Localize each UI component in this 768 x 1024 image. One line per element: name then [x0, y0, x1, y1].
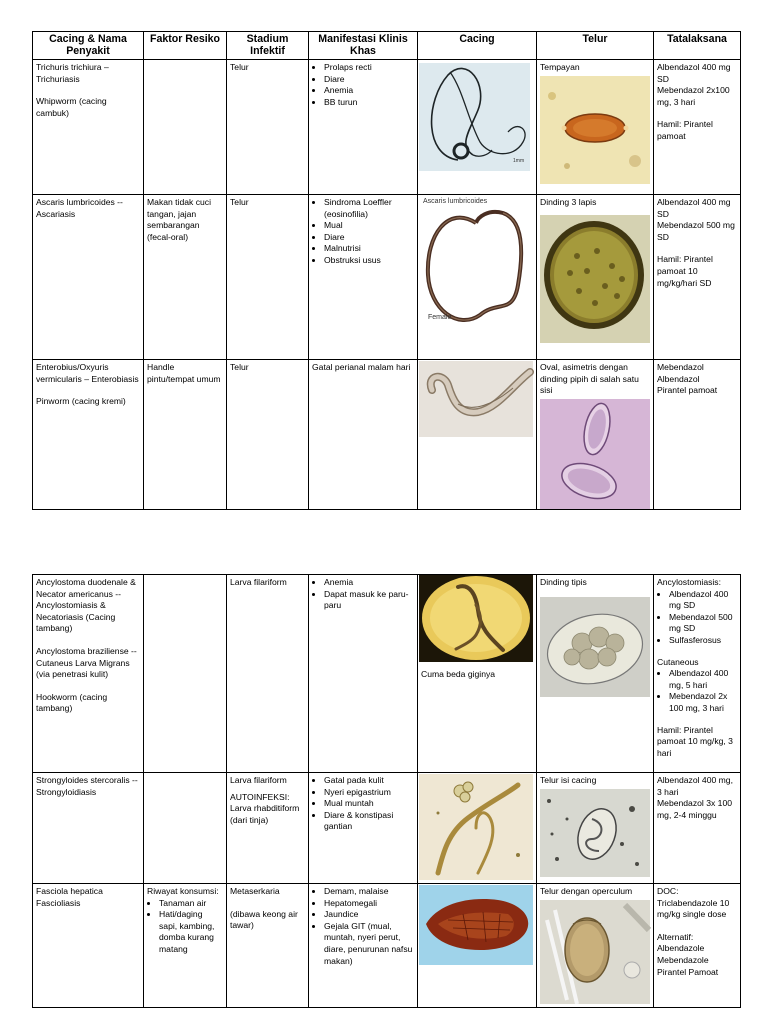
egg-cell	[537, 575, 654, 773]
risk-heading: Riwayat konsumsi:	[147, 886, 219, 896]
clinical-item: • Diare & konstipasi gantian	[324, 810, 414, 833]
stage-text: Larva filariform	[230, 577, 287, 587]
risk-text: Handle pintu/tempat umum	[147, 362, 221, 384]
treatment-line: DOC: Triclabendazole 10 mg/kg single dose	[657, 886, 730, 920]
table-row	[33, 195, 741, 360]
stage-cell	[227, 773, 309, 884]
worm-caption: Cuma beda giginya	[421, 669, 496, 679]
worm-image-cell	[418, 195, 537, 360]
treatment-line: Albendazol 400 mg, 3 hari	[657, 775, 733, 797]
disease-common-name: Pinworm (cacing kremi)	[36, 396, 126, 407]
treatment-item: • Mebendazol 500 mg SD	[669, 612, 737, 635]
helminth-table-1	[32, 31, 741, 510]
worm-caption: Ascaris lumbricoides	[423, 198, 488, 205]
col-header-manifestasi: Manifestasi Klinis Khas	[309, 32, 418, 60]
disease-name: Ascaris lumbricoides -- Ascariasis	[36, 197, 123, 219]
egg-cell	[537, 773, 654, 884]
treatment-line: Albendazol 400 mg SD	[657, 62, 731, 84]
hookworm-egg-image	[537, 591, 654, 701]
clinical-item: • Prolaps recti	[324, 62, 414, 74]
fasciola-image	[418, 884, 536, 966]
treatment-line: Mebendazol 2x100 mg, 3 hari	[657, 85, 730, 107]
treatment-line: Hamil: Pirantel pamoat	[657, 119, 713, 141]
stage-cell	[227, 575, 309, 773]
disease-name-cell	[33, 195, 144, 360]
treatment-line: Mebendazol 500 mg SD	[657, 220, 735, 242]
egg-description: Tempayan	[540, 62, 580, 72]
clinical-cell	[309, 195, 418, 360]
clinical-cell	[309, 360, 418, 510]
egg-description: Oval, asimetris dengan dinding pipih di salah satu sisi	[540, 362, 639, 396]
egg-cell	[537, 884, 654, 1008]
risk-cell	[144, 60, 227, 195]
treatment-cell	[654, 884, 741, 1008]
risk-cell	[144, 360, 227, 510]
worm-image-cell	[418, 60, 537, 195]
clinical-item: • Sindroma Loeffler (eosinofilia)	[324, 197, 414, 220]
disease-name: Fasciola hepatica Fascioliasis	[36, 886, 103, 908]
clinical-text: Gatal perianal malam hari	[312, 362, 411, 372]
stage-text: Telur	[230, 62, 249, 72]
table-row	[33, 360, 741, 510]
egg-description: Dinding 3 lapis	[540, 197, 597, 207]
col-header-tatalaksana: Tatalaksana	[654, 32, 741, 60]
treatment-item: • Mebendazol 2x 100 mg, 3 hari	[669, 691, 737, 714]
whipworm-image	[418, 60, 536, 172]
egg-description: Dinding tipis	[540, 577, 587, 587]
disease-name-cell	[33, 60, 144, 195]
disease-name: Ancylostoma braziliense -- Cutaneus Larva Migrans (via penetrasi kulit)	[36, 645, 137, 680]
clinical-item: • Demam, malaise	[324, 886, 414, 898]
clinical-item: • Diare	[324, 74, 414, 86]
disease-common-name: Hookworm (cacing tambang)	[36, 691, 108, 714]
disease-name-cell	[33, 360, 144, 510]
clinical-item: • Obstruksi usus	[324, 255, 414, 267]
treatment-item: • Albendazol 400 mg SD	[669, 589, 737, 612]
disease-name: Strongyloides stercoralis -- Strongyloidiasis	[36, 775, 138, 797]
table-row	[33, 884, 741, 1008]
clinical-item: • BB turun	[324, 97, 414, 109]
treatment-item: • Sulfasferosus	[669, 635, 737, 647]
clinical-item: • Nyeri epigastrium	[324, 787, 414, 799]
risk-cell	[144, 195, 227, 360]
disease-name: Ancylostoma duodenale & Necator americanus -- Ancylostomiasis & Necatoriasis (Cacing tambang)	[36, 577, 136, 634]
worm-image-cell	[418, 360, 537, 510]
treatment-cell	[654, 60, 741, 195]
table-row	[33, 773, 741, 884]
stage-text: AUTOINFEKSI: Larva rhabditiform (dari tinja)	[230, 791, 300, 825]
risk-text: Makan tidak cuci tangan, jajan sembarangan (fecal-oral)	[147, 197, 212, 242]
risk-item: • Tanaman air	[159, 898, 223, 910]
stage-cell	[227, 195, 309, 360]
clinical-item: • Anemia	[324, 577, 414, 589]
clinical-item: • Anemia	[324, 85, 414, 97]
treatment-line: Pirantel pamoat	[657, 385, 718, 396]
clinical-item: • Gatal pada kulit	[324, 775, 414, 787]
stage-text: Larva filariform	[230, 775, 287, 785]
treatment-line: Albendazol 400 mg SD	[657, 197, 731, 219]
strongyloides-image	[418, 773, 536, 881]
treatment-line: Mebendazol	[657, 362, 704, 372]
stage-text: (dibawa keong air tawar)	[230, 908, 298, 931]
scale-label: 1mm	[513, 158, 525, 164]
col-header-cacing-nama: Cacing & Nama Penyakit	[33, 32, 144, 60]
treatment-cell	[654, 360, 741, 510]
stage-text: Metaserkaria	[230, 886, 280, 896]
disease-name-cell	[33, 884, 144, 1008]
ascaris-image	[418, 195, 536, 335]
clinical-cell	[309, 575, 418, 773]
treatment-cell	[654, 773, 741, 884]
clinical-item: • Mual	[324, 220, 414, 232]
risk-cell	[144, 773, 227, 884]
table-row	[33, 60, 741, 195]
treatment-line: Hamil: Pirantel pamoat 10 mg/kg/hari SD	[657, 254, 713, 288]
egg-description: Telur isi cacing	[540, 775, 597, 785]
clinical-item: • Jaundice	[324, 909, 414, 921]
pinworm-image	[418, 360, 536, 440]
clinical-cell	[309, 884, 418, 1008]
col-header-stadium: Stadium Infektif	[227, 32, 309, 60]
disease-name: Enterobius/Oxyuris vermicularis – Enterobiasis	[36, 362, 139, 384]
disease-name: Trichuris trichiura – Trichuriasis	[36, 62, 109, 84]
risk-cell	[144, 575, 227, 773]
worm-caption-female: Female	[428, 314, 452, 321]
egg-cell	[537, 60, 654, 195]
stage-text: Telur	[230, 362, 249, 372]
risk-cell	[144, 884, 227, 1008]
treatment-cell	[654, 575, 741, 773]
strongyloides-egg-image	[537, 789, 654, 879]
egg-cell	[537, 195, 654, 360]
col-header-cacing: Cacing	[418, 32, 537, 60]
col-header-faktor: Faktor Resiko	[144, 32, 227, 60]
clinical-cell	[309, 60, 418, 195]
disease-name-cell	[33, 773, 144, 884]
table-header-row	[33, 32, 741, 60]
clinical-item: • Mual muntah	[324, 798, 414, 810]
treatment-line: Alternatif: Albendazole Mebendazole Pirantel Pamoat	[657, 931, 719, 977]
hookworm-image	[418, 575, 536, 663]
fasciola-egg-image	[537, 900, 654, 1004]
stage-cell	[227, 60, 309, 195]
worm-image-cell	[418, 773, 537, 884]
egg-description: Telur dengan operculum	[540, 886, 633, 896]
clinical-item: • Diare	[324, 232, 414, 244]
disease-name-cell	[33, 575, 144, 773]
worm-image-cell	[418, 575, 537, 773]
egg-cell	[537, 360, 654, 510]
table-row	[33, 575, 741, 773]
clinical-item: • Dapat masuk ke paru-paru	[324, 589, 414, 612]
treatment-item: • Albendazol 400 mg, 5 hari	[669, 668, 737, 691]
treatment-line: Hamil: Pirantel pamoat 10 mg/kg, 3 hari	[657, 724, 733, 758]
ascaris-egg-image	[537, 211, 654, 346]
col-header-telur: Telur	[537, 32, 654, 60]
clinical-cell	[309, 773, 418, 884]
stage-text: Telur	[230, 197, 249, 207]
helminth-table-2	[32, 574, 741, 1008]
treatment-heading: Ancylostomiasis:	[657, 577, 721, 587]
stage-cell	[227, 360, 309, 510]
clinical-item: • Gejala GIT (mual, muntah, nyeri perut, diare, penurunan nafsu makan)	[324, 921, 414, 967]
clinical-item: • Malnutrisi	[324, 243, 414, 255]
worm-image-cell	[418, 884, 537, 1008]
stage-cell	[227, 884, 309, 1008]
clinical-item: • Hepatomegali	[324, 898, 414, 910]
treatment-heading: Cutaneous	[657, 656, 699, 667]
treatment-cell	[654, 195, 741, 360]
treatment-line: Mebendazol 3x 100 mg, 2-4 minggu	[657, 798, 733, 820]
disease-common-name: Whipworm (cacing cambuk)	[36, 96, 107, 118]
pinworm-egg-image	[537, 399, 654, 509]
treatment-line: Albendazol	[657, 373, 700, 384]
barrel-egg-image	[537, 76, 654, 184]
risk-item: • Hati/daging sapi, kambing, domba kurang matang	[159, 909, 223, 955]
